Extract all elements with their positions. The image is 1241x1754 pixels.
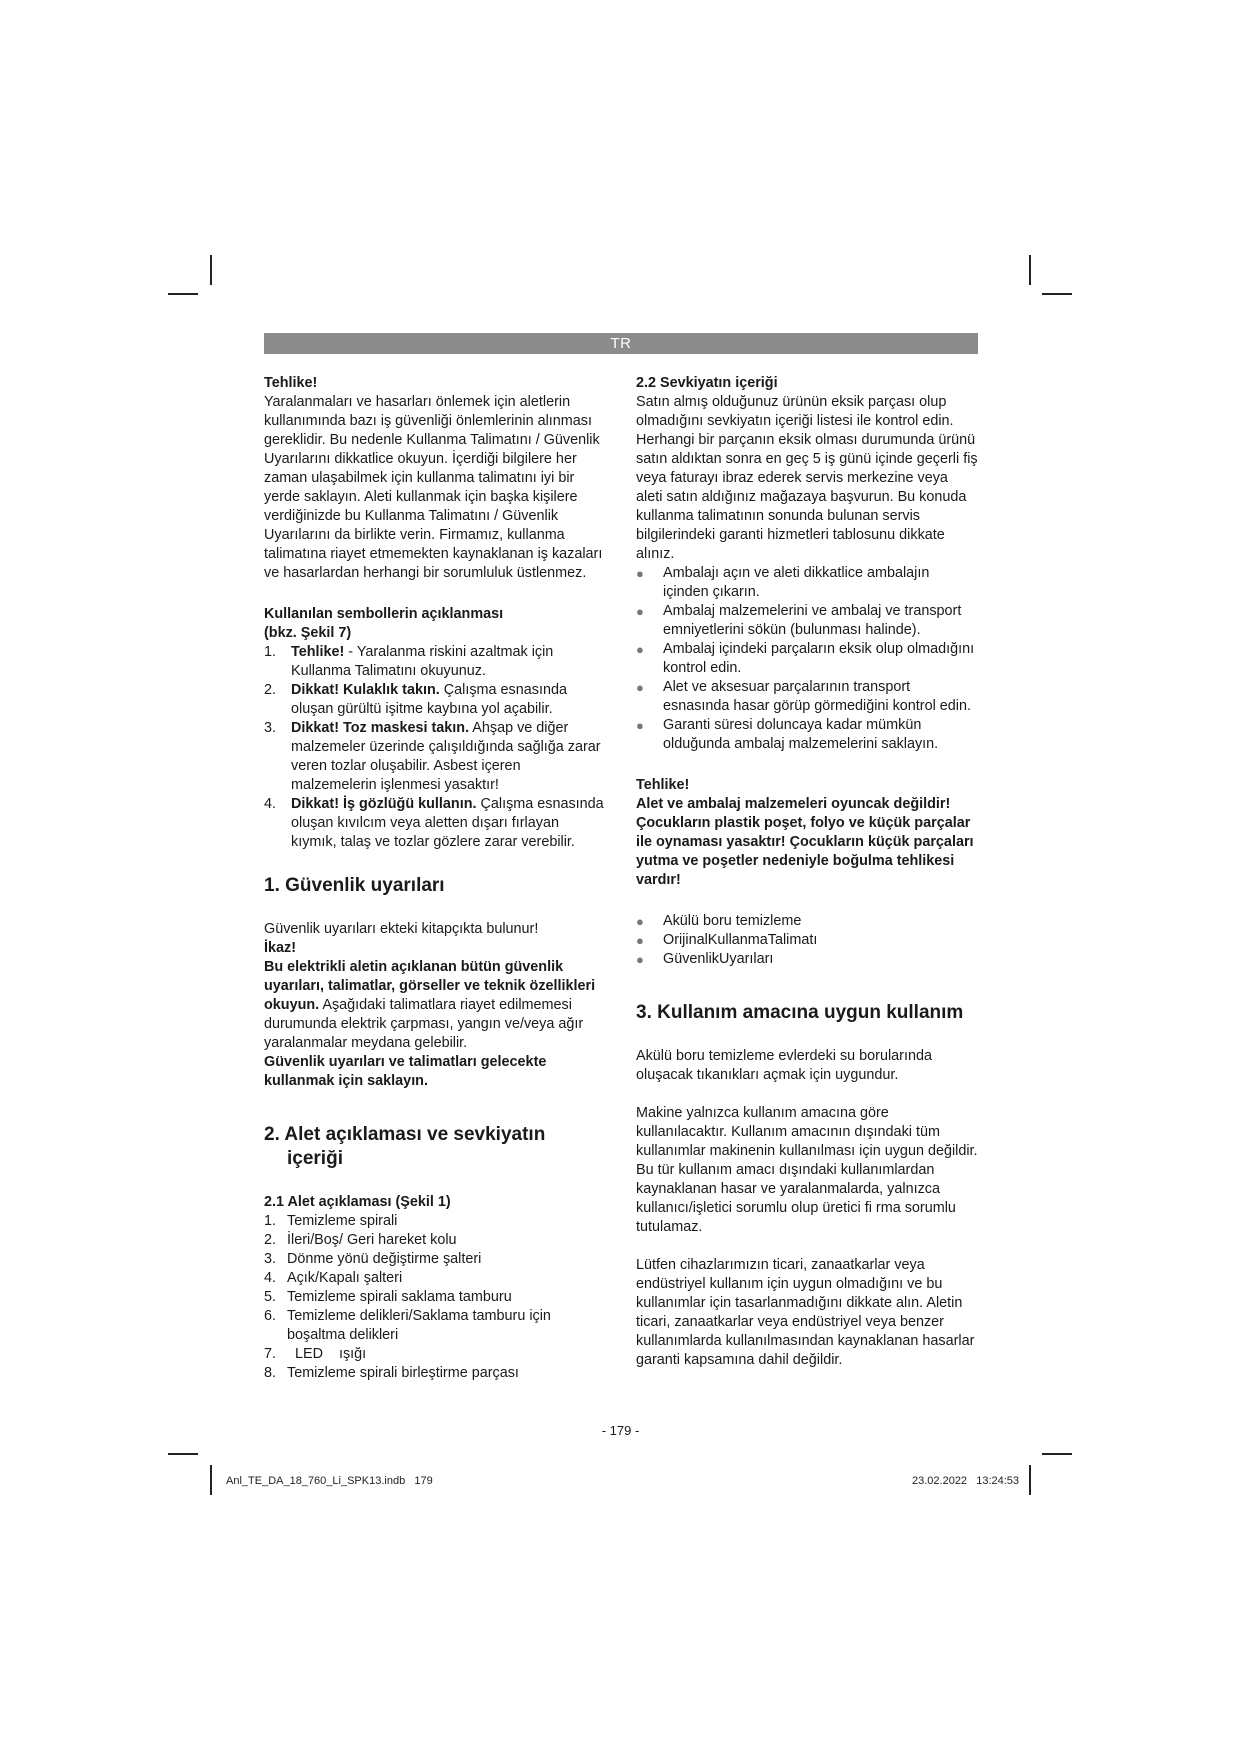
list-item: 2. Dikkat! Kulaklık takın. Çalışma esnasında oluşan gürültü işitme kaybına yol açabilir.: [264, 682, 567, 717]
list-item: ● Ambalaj içindeki parçaların eksik olup olmadığını kontrol edin.: [636, 641, 975, 676]
section-3-paragraph: Lütfen cihazlarımızın ticari, zanaatkarlar veya endüstriyel kullanım için uygun olmadığını ve bu kullanımlar için tasarlanmadığını dikkate alın. Aletin ticari, zanaatkarlar veya endüstriyel veya benzer kullanımlarda kullanılmasından kaynaklanan hasarlar garanti kapsamına dahil değildir.: [636, 1257, 975, 1368]
list-item: ● Alet ve aksesuar parçalarının transport esnasında hasar görüp görmediğini kontrol edin.: [636, 679, 971, 714]
language-code: TR: [610, 335, 632, 352]
symbols-list: [264, 643, 606, 852]
bullet-icon: ●: [636, 952, 644, 967]
crop-mark: [1029, 255, 1031, 285]
bullet-icon: ●: [636, 566, 644, 581]
danger-2-body: Alet ve ambalaj malzemeleri oyuncak değildir! Çocukların plastik poşet, folyo ve küçük parçalar ile oynaması yasaktır! Çocukların küçük parçaları yutma ve poşetler nedeniyle boğulma tehlikesi vardır!: [636, 796, 974, 888]
list-item: 4. Dikkat! İş gözlüğü kullanın. Çalışma esnasında oluşan kıvılcım veya aletten dışarı fırlayan kıymık, talaş ve tozlar gözlere zarar verebilir.: [264, 796, 604, 850]
section-3-paragraph: Akülü boru temizleme evlerdeki su borularında oluşacak tıkanıkları açmak için uygundur.: [636, 1048, 932, 1083]
section-3-paragraph: Makine yalnızca kullanım amacına göre kullanılacaktır. Kullanım amacının dışındaki tüm kullanımlar makinenin kullanılması için uygun değildir. Bu tür kullanım amacı dışındaki kullanımlardan kaynaklanan hasar ve yaralanmalarda, yalnızca kullanıcı/işletici sorumlu olup üretici fi rma sorumlu tutulamaz.: [636, 1105, 978, 1235]
crop-mark: [168, 293, 198, 295]
list-item: 5. Temizleme spirali saklama tamburu: [264, 1289, 512, 1305]
list-item: ● Garanti süresi doluncaya kadar mümkün olduğunda ambalaj malzemelerini saklayın.: [636, 717, 939, 752]
section-1-intro: Güvenlik uyarıları ekteki kitapçıkta bulunur!: [264, 921, 539, 937]
list-item: 8. Temizleme spirali birleştirme parçası: [264, 1365, 519, 1381]
danger-body: Yaralanmaları ve hasarları önlemek için aletlerin kullanımında bazı iş güvenliği önlemlerinin alınması gereklidir. Bu nedenle Kullanma Talimatını / Güvenlik Uyarılarını dikkatlice okuyun. İçerdiği bilgilere her zaman ulaşabilmek için kullanma talimatını iyi bir yerde saklayın. Aleti kullanmak için başka kişilere verdiğinizde bu Kullanma Talimatını / Güvenlik Uyarılarını da birlikte verin. Firmamız, kullanma talimatına riayet etmemekten kaynaklanan iş kazaları ve hasarlardan herhangi bir sorumluluk üstlenmez.: [264, 394, 603, 581]
danger-title: Tehlike!: [264, 375, 318, 391]
list-item: ● OrijinalKullanmaTalimatı: [636, 932, 818, 948]
symbols-title-ref: (bkz. Şekil 7): [264, 625, 352, 641]
footer-timestamp: 23.02.2022 13:24:53: [912, 1475, 1020, 1487]
crop-mark: [168, 1453, 198, 1455]
danger-2-title: Tehlike!: [636, 777, 690, 793]
left-column: [264, 374, 606, 1383]
delivery-steps-list: [636, 564, 978, 754]
section-2-heading: 2. Alet açıklaması ve sevkiyatın içeriği: [264, 1124, 546, 1169]
list-item: 6. Temizleme delikleri/Saklama tamburu için boşaltma delikleri: [264, 1308, 551, 1343]
bullet-icon: ●: [636, 604, 644, 619]
warning-body: Bu elektrikli aletin açıklanan bütün güvenlik uyarıları, talimatlar, görseller ve teknik özellikleri okuyun. Aşağıdaki talimatlara riayet edilmemesi durumunda elektrik çarpması, yangın ve/veya ağır yaralanmalar meydana gelebilir.: [264, 959, 596, 1051]
warning-keep: Güvenlik uyarıları ve talimatları gelecekte kullanmak için saklayın.: [264, 1054, 547, 1089]
crop-mark: [1042, 1453, 1072, 1455]
crop-mark: [1029, 1465, 1031, 1495]
list-item: 2. İleri/Boş/ Geri hareket kolu: [264, 1232, 457, 1248]
list-item: 1. Temizleme spirali: [264, 1213, 398, 1229]
bullet-icon: ●: [636, 914, 644, 929]
contents-list: [636, 912, 978, 969]
section-2-2-heading: 2.2 Sevkiyatın içeriği: [636, 375, 778, 391]
list-item: ● GüvenlikUyarıları: [636, 951, 774, 967]
crop-mark: [1042, 293, 1072, 295]
symbols-title: Kullanılan sembollerin açıklanması: [264, 606, 504, 622]
list-item: 3. Dikkat! Toz maskesi takın. Ahşap ve diğer malzemeler üzerinde çalışıldığında sağlığa zarar veren tozlar oluşabilir. Asbest içeren malzemelerin işlenmesi yasaktır!: [264, 720, 601, 793]
bullet-icon: ●: [636, 680, 644, 695]
section-2-2-body: Satın almış olduğunuz ürünün eksik parçası olup olmadığını sevkiyatın içeriği listesi ile kontrol edin. Herhangi bir parçanın eksik olması durumunda ürünü satın aldıktan sonra en geç 5 iş günü içinde geçerli fiş veya faturayı ibraz ederek servis merkezine veya aleti satın aldığınız mağazaya başvurun. Bu konuda kullanma talimatının sonunda bulunan servis bilgilerindeki garanti hizmetleri tablosunu dikkate alınız.: [636, 394, 978, 562]
bullet-icon: ●: [636, 933, 644, 948]
list-item: 4. Açık/Kapalı şalteri: [264, 1270, 403, 1286]
list-item: 7. LED ışığı: [264, 1346, 367, 1362]
page-number: - 179 -: [601, 1423, 640, 1438]
crop-mark: [210, 255, 212, 285]
list-item: ● Ambalaj malzemelerini ve ambalaj ve transport emniyetlerini sökün (bulunması halinde).: [636, 603, 962, 638]
list-item: 1. Tehlike! - Yaralanma riskini azaltmak için Kullanma Talimatını okuyunuz.: [264, 644, 554, 679]
right-column: [636, 374, 978, 1370]
language-header-bar: [264, 333, 978, 354]
bullet-icon: ●: [636, 718, 644, 733]
section-1-heading: 1. Güvenlik uyarıları: [264, 875, 445, 896]
list-item: ● Akülü boru temizleme: [636, 913, 802, 929]
parts-list: [264, 1212, 606, 1383]
section-3-heading: 3. Kullanım amacına uygun kullanım: [636, 1002, 964, 1023]
footer-file-info: Anl_TE_DA_18_760_Li_SPK13.indb 179: [226, 1475, 433, 1487]
list-item: ● Ambalajı açın ve aleti dikkatlice ambalajın içinden çıkarın.: [636, 565, 930, 600]
list-item: 3. Dönme yönü değiştirme şalteri: [264, 1251, 482, 1267]
bullet-icon: ●: [636, 642, 644, 657]
warning-title: İkaz!: [264, 940, 296, 956]
section-2-1-heading: 2.1 Alet açıklaması (Şekil 1): [264, 1194, 451, 1210]
crop-mark: [210, 1465, 212, 1495]
